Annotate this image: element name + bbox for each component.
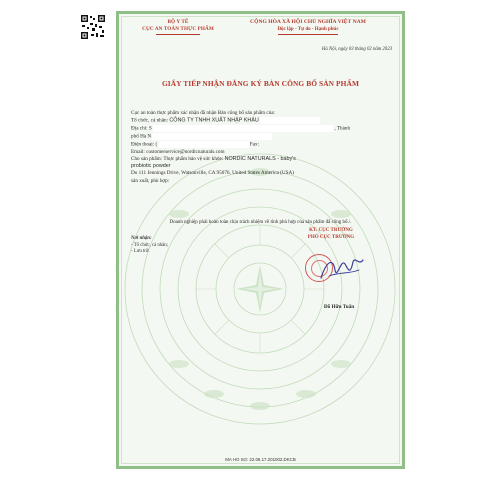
certificate-document [116, 11, 405, 469]
national-header [223, 19, 393, 35]
phone-label: Điện thoại: ( [131, 141, 158, 148]
certificate-body [131, 110, 390, 185]
product-name: NORDIC NATURALS - baby's [224, 155, 296, 162]
ministry-name: BỘ Y TẾ [167, 19, 189, 25]
handwritten-signature [319, 252, 367, 286]
phone-row [131, 141, 390, 149]
redaction-block [152, 133, 272, 140]
department-name: CỤC AN TOÀN THỰC PHẨM [142, 26, 214, 32]
issue-date: Hà Nội, ngày 03 tháng 02 năm 2023 [321, 47, 392, 52]
qr-code [80, 14, 106, 40]
product-row [131, 156, 390, 163]
dossier-code: MA HO SO: 22.06.17.201002.DKCB [225, 457, 296, 462]
address-row-2 [131, 133, 390, 141]
email-row: Email: customerservice@nordicnaturals.com [131, 148, 225, 155]
organization-row [131, 117, 390, 125]
document-title: GIẤY TIẾP NHẬN ĐĂNG KÝ BẢN CÔNG BỐ SẢN PHẨM [161, 79, 360, 88]
product-name-cont: probiotic powder [131, 163, 171, 170]
address-row [131, 125, 390, 133]
product-label: Cho sản phẩm: Thực phẩm bảo vệ sức khỏe: [131, 155, 224, 162]
address-suffix: , Thành [334, 125, 351, 132]
recipients-label: Nơi nhận: [131, 236, 152, 241]
header-divider [156, 34, 200, 35]
manufacturer-tail: sản xuất, phù hợp: [131, 177, 170, 184]
redaction-block [153, 125, 333, 132]
signer-name: Đỗ Hữu Tuấn [323, 304, 355, 310]
country-name: CỘNG HÒA XÃ HỘI CHỦ NGHĨA VIỆT NAM [250, 19, 366, 25]
intro-line: Cục an toàn thực phẩm xác nhận đã nhận Bản công bố sản phẩm của: [131, 110, 275, 116]
organization-label: Tổ chức, cá nhân: [131, 117, 169, 124]
national-motto: Độc lập - Tự do - Hạnh phúc [277, 27, 339, 32]
signer-position: PHÓ CỤC TRƯỞNG [307, 234, 355, 240]
redaction-block [159, 141, 249, 148]
signature-title-block [277, 228, 385, 241]
manufacturer-label: Do [131, 170, 138, 177]
fax-label: Fax: [249, 141, 260, 148]
organization-name: CÔNG TY TNHH XUẤT NHẬP KHẨU [169, 117, 259, 124]
motto-divider [278, 34, 338, 35]
issuer-header [133, 19, 223, 35]
signer-role: KT. CỤC TRƯỞNG [309, 228, 353, 233]
manufacturer-address: 111 Jennings Drive, Watsonville, CA 95076, United States America (USA) [138, 170, 294, 177]
address-line-2: phố Hà N [131, 133, 152, 140]
redaction-block [260, 117, 320, 124]
address-label: Địa chỉ: S [131, 125, 152, 132]
recipient-item: - Tổ chức, cá nhân; [131, 242, 169, 248]
recipients-block [131, 236, 168, 256]
recipient-item: - Lưu trữ. [131, 249, 150, 255]
manufacturer-row [131, 170, 390, 177]
responsibility-statement: Doanh nghiệp phải hoàn toàn chịu trách nhiệm về tính phù hợp của sản phẩm đã công bố./. [169, 220, 352, 225]
